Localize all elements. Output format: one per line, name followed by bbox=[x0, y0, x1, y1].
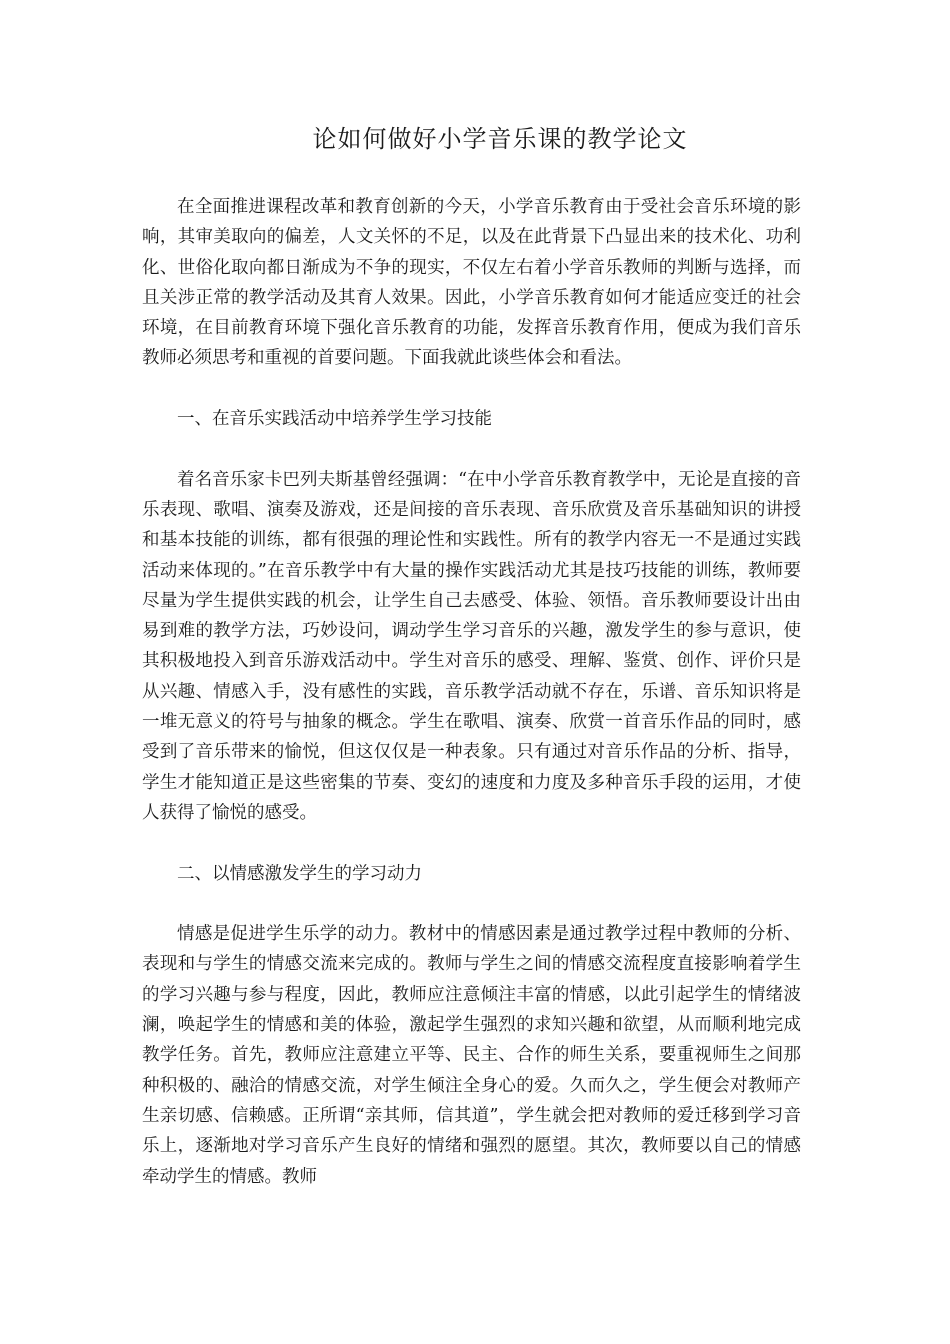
paragraph-spacer bbox=[142, 889, 801, 919]
section-heading-2: 二、以情感激发学生的学习动力 bbox=[177, 863, 422, 884]
paragraph-spacer bbox=[142, 434, 801, 464]
document-body bbox=[142, 192, 801, 1192]
paragraph-spacer bbox=[142, 828, 801, 858]
section-body-1: 着名音乐家卡巴列夫斯基曾经强调：“在中小学音乐教育教学中，无论是直接的音乐表现、歌唱、演奏及游戏，还是间接的音乐表现、音乐欣赏及音乐基础知识的讲授和基本技能的训练，都有很强的理论性和实践性。所有的教学内容无一不是通过实践活动来体现的。”在音乐教学中有大量的操作实践活动尤其是技巧技能的训练，教师要尽量为学生提供实践的机会，让学生自己去感受、体验、领悟。音乐教师要设计出由易到难的教学方法，巧妙设问，调动学生学习音乐的兴趣，激发学生的参与意识，使其积极地投入到音乐游戏活动中。学生对音乐的感受、理解、鉴赏、创作、评价只是从兴趣、情感入手，没有感性的实践，音乐教学活动就不存在，乐谱、音乐知识将是一堆无意义的符号与抽象的概念。学生在歌唱、演奏、欣赏一首音乐作品的同时，感受到了音乐带来的愉悦，但这仅仅是一种表象。只有通过对音乐作品的分析、指导，学生才能知道正是这些密集的节奏、变幻的速度和力度及多种音乐手段的运用，才使人获得了愉悦的感受。 bbox=[142, 469, 801, 823]
section-heading-1: 一、在音乐实践活动中培养学生学习技能 bbox=[177, 409, 492, 430]
document-title: 论如何做好小学音乐课的教学论文 bbox=[312, 125, 688, 153]
intro-paragraph: 在全面推进课程改革和教育创新的今天，小学音乐教育由于受社会音乐环境的影响，其审美取向的偏差，人文关怀的不足，以及在此背景下凸显出来的技术化、功利化、世俗化取向都日渐成为不争的现实，不仅左右着小学音乐教师的判断与选择，而且关涉正常的教学活动及其育人效果。因此，小学音乐教育如何才能适应变迁的社会环境，在目前教育环境下强化音乐教育的功能，发挥音乐教育作用，便成为我们音乐教师必须思考和重视的首要问题。下面我就此谈些体会和看法。 bbox=[142, 197, 801, 369]
section-body-2: 情感是促进学生乐学的动力。教材中的情感因素是通过教学过程中教师的分析、表现和与学生的情感交流来完成的。教师与学生之间的情感交流程度直接影响着学生的学习兴趣与参与程度，因此，教师应注意倾注丰富的情感，以此引起学生的情绪波澜，唤起学生的情感和美的体验，激起学生强烈的求知兴趣和欲望，从而顺利地完成教学任务。首先，教师应注意建立平等、民主、合作的师生关系，要重视师生之间那种积极的、融洽的情感交流，对学生倾注全身心的爱。久而久之，学生便会对教师产生亲切感、信赖感。正所谓“亲其师，信其道”，学生就会把对教师的爱迁移到学习音乐上，逐渐地对学习音乐产生良好的情绪和强烈的愿望。其次，教师要以自己的情感牵动学生的情感。教师 bbox=[142, 924, 801, 1187]
paragraph-spacer bbox=[142, 374, 801, 404]
